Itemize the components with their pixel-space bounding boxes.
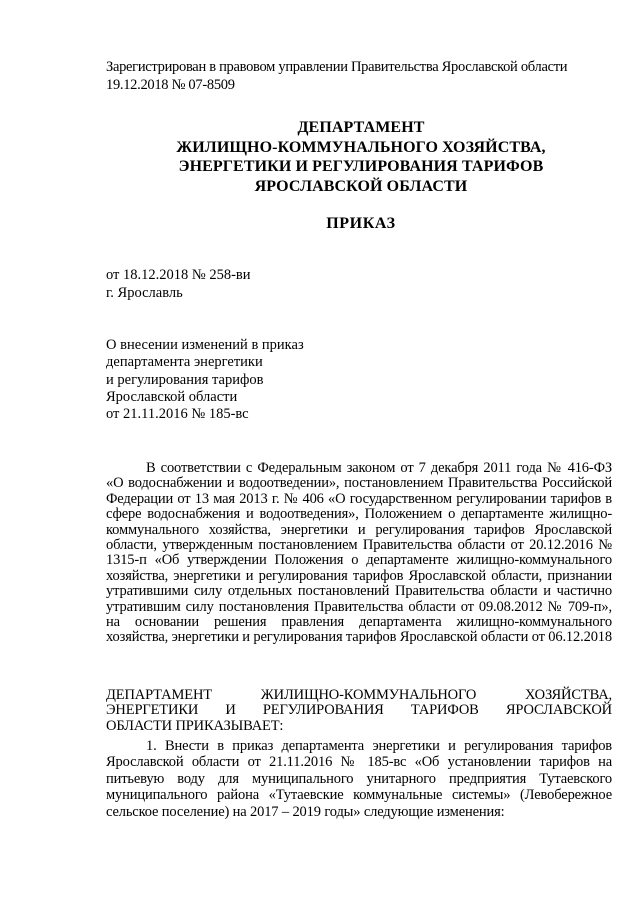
registration-line-1: Зарегистрирован в правовом управлении Правительства Ярославской области <box>106 59 568 75</box>
department-header <box>106 118 616 196</box>
registration-line-2: 19.12.2018 № 07-8509 <box>106 77 235 93</box>
order-subject <box>106 337 304 423</box>
order-meta <box>106 266 251 302</box>
preamble-paragraph: В соответствии с Федеральным законом от 7 декабря 2011 года № 416-ФЗ «О водоснабжении и водоотведении», постановлением Правительства Российской Федерации от 13 мая 2013 г. № 406 «О государственном регулировании тарифов в сфере водоснабжения и водоотведения», Положением о департаменте жилищно-коммунального хозяйства, энергетики и регулирования тарифов Ярославской области, утвержденным постановлением Правительства области от 20.12.2016 № 1315-п «Об утверждении Положения о департаменте жилищно-коммунального хозяйства, энергетики и регулирования тарифов Ярославской области, признании утратившими силу отдельных постановлений Правительства области и частично утратившим силу постановления Правительства области от 09.08.2012 № 709-п», на основании решения правления департамента жилищно-коммунального хозяйства, энергетики и регулирования тарифов Ярославской области от 06.12.2018 <box>106 460 613 646</box>
decree-line-3: ОБЛАСТИ ПРИКАЗЫВАЕТ: <box>106 717 284 734</box>
department-line-1: ДЕПАРТАМЕНТ <box>297 119 425 136</box>
preamble <box>106 461 612 646</box>
order-title: ПРИКАЗ <box>326 215 396 232</box>
decree-line-2: ЭНЕРГЕТИКИ И РЕГУЛИРОВАНИЯ ТАРИФОВ ЯРОСЛАВСКОЙ <box>106 702 612 719</box>
subject-line-3: и регулирования тарифов <box>106 371 264 388</box>
department-line-3: ЭНЕРГЕТИКИ И РЕГУЛИРОВАНИЯ ТАРИФОВ <box>178 158 544 175</box>
subject-line-2: департамента энергетики <box>106 354 263 371</box>
decree-line-1: ДЕПАРТАМЕНТ ЖИЛИЩНО-КОММУНАЛЬНОГО ХОЗЯЙСТВА, <box>106 687 612 703</box>
item-1-text: 1. Внести в приказ департамента энергетики и регулирования тарифов Ярославской области от 21.11.2016 № 185-вс «Об установлении тарифов на питьевую воду для муниципального унитарного предприятия Тутаевского муниципального района «Тутаевские коммунальные системы» (Левобережное сельское поселение) на 2017 – 2019 годы» следующие изменения: <box>106 738 612 820</box>
subject-line-4: Ярославской области <box>106 388 238 405</box>
order-city: г. Ярославль <box>106 285 183 301</box>
registration-note <box>106 58 616 94</box>
order-date-number: от 18.12.2018 № 258-ви <box>106 267 251 283</box>
subject-line-5: от 21.11.2016 № 185-вс <box>106 406 249 423</box>
department-line-4: ЯРОСЛАВСКОЙ ОБЛАСТИ <box>254 177 468 195</box>
department-line-2: ЖИЛИЩНО-КОММУНАЛЬНОГО ХОЗЯЙСТВА, <box>176 138 546 156</box>
decree-block <box>106 688 612 734</box>
subject-line-1: О внесении изменений в приказ <box>106 337 304 353</box>
order-item-1 <box>106 738 612 820</box>
